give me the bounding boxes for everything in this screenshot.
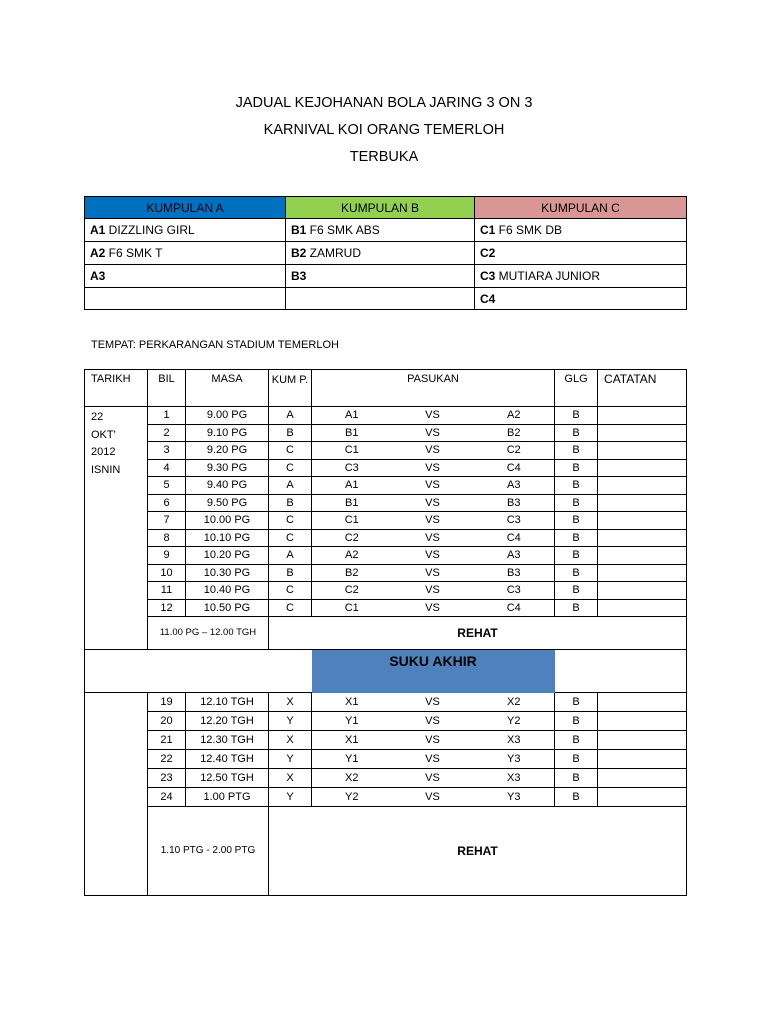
match-vs: VS bbox=[392, 459, 474, 477]
match-row bbox=[85, 731, 687, 750]
match-team-1: B1 bbox=[312, 424, 392, 442]
match-team-2: C3 bbox=[474, 512, 555, 530]
match-glg: B bbox=[555, 599, 598, 617]
match-team-1: X1 bbox=[312, 693, 392, 712]
group-cell: C1 F6 SMK DB bbox=[475, 219, 687, 242]
match-vs: VS bbox=[392, 693, 474, 712]
match-team-1: C1 bbox=[312, 442, 392, 460]
match-vs: VS bbox=[392, 788, 474, 807]
match-bil: 10 bbox=[148, 564, 186, 582]
match-masa: 1.00 PTG bbox=[186, 788, 269, 807]
match-team-1: Y2 bbox=[312, 788, 392, 807]
groups-row bbox=[85, 288, 687, 310]
match-row bbox=[85, 547, 687, 565]
match-glg: B bbox=[555, 750, 598, 769]
match-masa: 10.10 PG bbox=[186, 529, 269, 547]
match-team-2: B3 bbox=[474, 494, 555, 512]
match-catatan bbox=[598, 529, 687, 547]
match-glg: B bbox=[555, 494, 598, 512]
match-team-1: C1 bbox=[312, 512, 392, 530]
match-team-2: C4 bbox=[474, 529, 555, 547]
group-cell: A2 F6 SMK T bbox=[85, 242, 286, 265]
rehat-row bbox=[85, 617, 687, 650]
match-row bbox=[85, 788, 687, 807]
match-bil: 1 bbox=[148, 407, 186, 425]
match-masa: 12.40 TGH bbox=[186, 750, 269, 769]
match-kump: A bbox=[269, 477, 312, 495]
match-catatan bbox=[598, 477, 687, 495]
group-b-header: KUMPULAN B bbox=[286, 197, 475, 219]
match-team-1: A1 bbox=[312, 477, 392, 495]
group-a-header: KUMPULAN A bbox=[85, 197, 286, 219]
match-row bbox=[85, 582, 687, 600]
match-glg: B bbox=[555, 582, 598, 600]
match-catatan bbox=[598, 731, 687, 750]
match-masa: 10.20 PG bbox=[186, 547, 269, 565]
date-line: ISNIN bbox=[91, 463, 121, 476]
match-glg: B bbox=[555, 512, 598, 530]
venue-label: TEMPAT: PERKARANGAN STADIUM TEMERLOH bbox=[91, 339, 339, 351]
match-glg: B bbox=[555, 547, 598, 565]
rehat-time: 11.00 PG – 12.00 TGH bbox=[148, 617, 269, 650]
match-kump: C bbox=[269, 599, 312, 617]
match-kump: A bbox=[269, 547, 312, 565]
match-team-1: B1 bbox=[312, 494, 392, 512]
group-cell: C2 bbox=[475, 242, 687, 265]
match-row bbox=[85, 769, 687, 788]
match-kump: X bbox=[269, 693, 312, 712]
match-catatan bbox=[598, 582, 687, 600]
match-glg: B bbox=[555, 693, 598, 712]
group-cell: B2 ZAMRUD bbox=[286, 242, 475, 265]
col-kump: KUM P. bbox=[269, 370, 312, 407]
match-team-1: A2 bbox=[312, 547, 392, 565]
match-glg: B bbox=[555, 477, 598, 495]
match-row bbox=[85, 407, 687, 425]
match-kump: C bbox=[269, 529, 312, 547]
groups-header-row bbox=[85, 197, 687, 219]
match-vs: VS bbox=[392, 582, 474, 600]
match-masa: 10.40 PG bbox=[186, 582, 269, 600]
match-team-1: C2 bbox=[312, 582, 392, 600]
rehat-label: REHAT bbox=[269, 807, 687, 896]
match-vs: VS bbox=[392, 712, 474, 731]
match-team-1: C3 bbox=[312, 459, 392, 477]
match-catatan bbox=[598, 494, 687, 512]
match-kump: Y bbox=[269, 712, 312, 731]
match-row bbox=[85, 494, 687, 512]
match-vs: VS bbox=[392, 512, 474, 530]
match-vs: VS bbox=[392, 769, 474, 788]
date-cell-empty bbox=[85, 693, 148, 896]
match-team-1: X1 bbox=[312, 731, 392, 750]
match-bil: 2 bbox=[148, 424, 186, 442]
match-team-2: C3 bbox=[474, 582, 555, 600]
match-kump: B bbox=[269, 564, 312, 582]
groups-row bbox=[85, 265, 687, 288]
match-team-2: B2 bbox=[474, 424, 555, 442]
match-team-2: A2 bbox=[474, 407, 555, 425]
match-masa: 12.10 TGH bbox=[186, 693, 269, 712]
match-bil: 8 bbox=[148, 529, 186, 547]
groups-table bbox=[84, 196, 687, 310]
match-vs: VS bbox=[392, 529, 474, 547]
match-catatan bbox=[598, 712, 687, 731]
match-team-2: X2 bbox=[474, 693, 555, 712]
match-kump: B bbox=[269, 424, 312, 442]
match-team-2: X3 bbox=[474, 731, 555, 750]
suku-akhir-row bbox=[85, 650, 687, 693]
match-glg: B bbox=[555, 529, 598, 547]
suku-akhir-heading: SUKU AKHIR bbox=[312, 650, 555, 693]
col-glg: GLG bbox=[555, 370, 598, 407]
match-catatan bbox=[598, 564, 687, 582]
match-team-2: C2 bbox=[474, 442, 555, 460]
col-pasukan: PASUKAN bbox=[312, 370, 555, 407]
match-row bbox=[85, 564, 687, 582]
match-masa: 10.30 PG bbox=[186, 564, 269, 582]
match-team-1: Y1 bbox=[312, 712, 392, 731]
date-line: 22 bbox=[91, 411, 104, 423]
col-tarikh: TARIKH bbox=[85, 370, 148, 407]
match-catatan bbox=[598, 459, 687, 477]
match-bil: 11 bbox=[148, 582, 186, 600]
match-kump: Y bbox=[269, 750, 312, 769]
group-c-header: KUMPULAN C bbox=[475, 197, 687, 219]
match-kump: X bbox=[269, 731, 312, 750]
title-line-2: KARNIVAL KOI ORANG TEMERLOH bbox=[263, 122, 505, 138]
match-catatan bbox=[598, 788, 687, 807]
match-vs: VS bbox=[392, 599, 474, 617]
match-row bbox=[85, 599, 687, 617]
match-bil: 20 bbox=[148, 712, 186, 731]
match-bil: 6 bbox=[148, 494, 186, 512]
group-cell: B1 F6 SMK ABS bbox=[286, 219, 475, 242]
match-bil: 5 bbox=[148, 477, 186, 495]
match-masa: 9.20 PG bbox=[186, 442, 269, 460]
rehat-label: REHAT bbox=[269, 617, 687, 650]
match-team-1: C1 bbox=[312, 599, 392, 617]
col-masa: MASA bbox=[186, 370, 269, 407]
match-team-2: Y3 bbox=[474, 750, 555, 769]
group-cell: A3 bbox=[85, 265, 286, 288]
match-bil: 21 bbox=[148, 731, 186, 750]
match-masa: 12.30 TGH bbox=[186, 731, 269, 750]
match-team-2: C4 bbox=[474, 599, 555, 617]
match-vs: VS bbox=[392, 407, 474, 425]
match-bil: 9 bbox=[148, 547, 186, 565]
match-glg: B bbox=[555, 407, 598, 425]
title-line-3: TERBUKA bbox=[349, 149, 419, 165]
match-team-2: B3 bbox=[474, 564, 555, 582]
suku-akhir-blank bbox=[85, 650, 312, 693]
match-team-1: B2 bbox=[312, 564, 392, 582]
match-glg: B bbox=[555, 769, 598, 788]
group-cell bbox=[85, 288, 286, 310]
match-kump: C bbox=[269, 459, 312, 477]
match-bil: 7 bbox=[148, 512, 186, 530]
match-bil: 4 bbox=[148, 459, 186, 477]
match-kump: C bbox=[269, 512, 312, 530]
match-kump: B bbox=[269, 494, 312, 512]
match-masa: 9.10 PG bbox=[186, 424, 269, 442]
match-glg: B bbox=[555, 788, 598, 807]
match-bil: 3 bbox=[148, 442, 186, 460]
match-row bbox=[85, 750, 687, 769]
match-catatan bbox=[598, 599, 687, 617]
match-glg: B bbox=[555, 424, 598, 442]
match-team-1: C2 bbox=[312, 529, 392, 547]
group-cell: A1 DIZZLING GIRL bbox=[85, 219, 286, 242]
match-vs: VS bbox=[392, 442, 474, 460]
match-masa: 9.40 PG bbox=[186, 477, 269, 495]
match-row bbox=[85, 459, 687, 477]
date-cell bbox=[85, 407, 148, 650]
groups-row bbox=[85, 242, 687, 265]
match-masa: 10.50 PG bbox=[186, 599, 269, 617]
title-line-1: JADUAL KEJOHANAN BOLA JARING 3 ON 3 bbox=[235, 95, 533, 111]
schedule-header-row bbox=[85, 370, 687, 407]
match-team-2: A3 bbox=[474, 547, 555, 565]
match-row bbox=[85, 424, 687, 442]
schedule-table bbox=[84, 369, 687, 896]
group-cell bbox=[286, 288, 475, 310]
match-glg: B bbox=[555, 564, 598, 582]
group-cell: C3 MUTIARA JUNIOR bbox=[475, 265, 687, 288]
match-kump: C bbox=[269, 582, 312, 600]
col-catatan: CATATAN bbox=[598, 370, 687, 407]
match-catatan bbox=[598, 547, 687, 565]
match-masa: 12.50 TGH bbox=[186, 769, 269, 788]
match-team-2: Y3 bbox=[474, 788, 555, 807]
match-masa: 9.50 PG bbox=[186, 494, 269, 512]
match-masa: 12.20 TGH bbox=[186, 712, 269, 731]
groups-row bbox=[85, 219, 687, 242]
match-glg: B bbox=[555, 442, 598, 460]
match-catatan bbox=[598, 769, 687, 788]
match-team-2: X3 bbox=[474, 769, 555, 788]
match-row bbox=[85, 512, 687, 530]
match-row bbox=[85, 477, 687, 495]
match-team-2: C4 bbox=[474, 459, 555, 477]
match-bil: 22 bbox=[148, 750, 186, 769]
group-cell: B3 bbox=[286, 265, 475, 288]
rehat-time: 1.10 PTG - 2.00 PTG bbox=[148, 807, 269, 896]
match-bil: 24 bbox=[148, 788, 186, 807]
match-row bbox=[85, 693, 687, 712]
match-masa: 9.30 PG bbox=[186, 459, 269, 477]
match-glg: B bbox=[555, 459, 598, 477]
match-row bbox=[85, 442, 687, 460]
match-team-1: Y1 bbox=[312, 750, 392, 769]
date-line: OKT' bbox=[91, 428, 116, 441]
match-kump: A bbox=[269, 407, 312, 425]
suku-akhir-blank-right bbox=[555, 650, 687, 693]
match-catatan bbox=[598, 442, 687, 460]
match-vs: VS bbox=[392, 477, 474, 495]
match-vs: VS bbox=[392, 731, 474, 750]
group-cell: C4 bbox=[475, 288, 687, 310]
match-team-2: Y2 bbox=[474, 712, 555, 731]
match-catatan bbox=[598, 424, 687, 442]
match-team-1: X2 bbox=[312, 769, 392, 788]
match-vs: VS bbox=[392, 564, 474, 582]
match-catatan bbox=[598, 693, 687, 712]
match-catatan bbox=[598, 750, 687, 769]
match-row bbox=[85, 712, 687, 731]
match-glg: B bbox=[555, 731, 598, 750]
match-catatan bbox=[598, 512, 687, 530]
match-catatan bbox=[598, 407, 687, 425]
match-kump: C bbox=[269, 442, 312, 460]
match-vs: VS bbox=[392, 494, 474, 512]
match-masa: 9.00 PG bbox=[186, 407, 269, 425]
match-team-2: A3 bbox=[474, 477, 555, 495]
match-bil: 12 bbox=[148, 599, 186, 617]
col-bil: BIL bbox=[148, 370, 186, 407]
match-bil: 23 bbox=[148, 769, 186, 788]
match-kump: Y bbox=[269, 788, 312, 807]
match-glg: B bbox=[555, 712, 598, 731]
rehat-row bbox=[85, 807, 687, 896]
match-vs: VS bbox=[392, 750, 474, 769]
match-kump: X bbox=[269, 769, 312, 788]
match-team-1: A1 bbox=[312, 407, 392, 425]
date-line: 2012 bbox=[91, 446, 116, 458]
match-vs: VS bbox=[392, 547, 474, 565]
match-row bbox=[85, 529, 687, 547]
match-masa: 10.00 PG bbox=[186, 512, 269, 530]
match-bil: 19 bbox=[148, 693, 186, 712]
match-vs: VS bbox=[392, 424, 474, 442]
